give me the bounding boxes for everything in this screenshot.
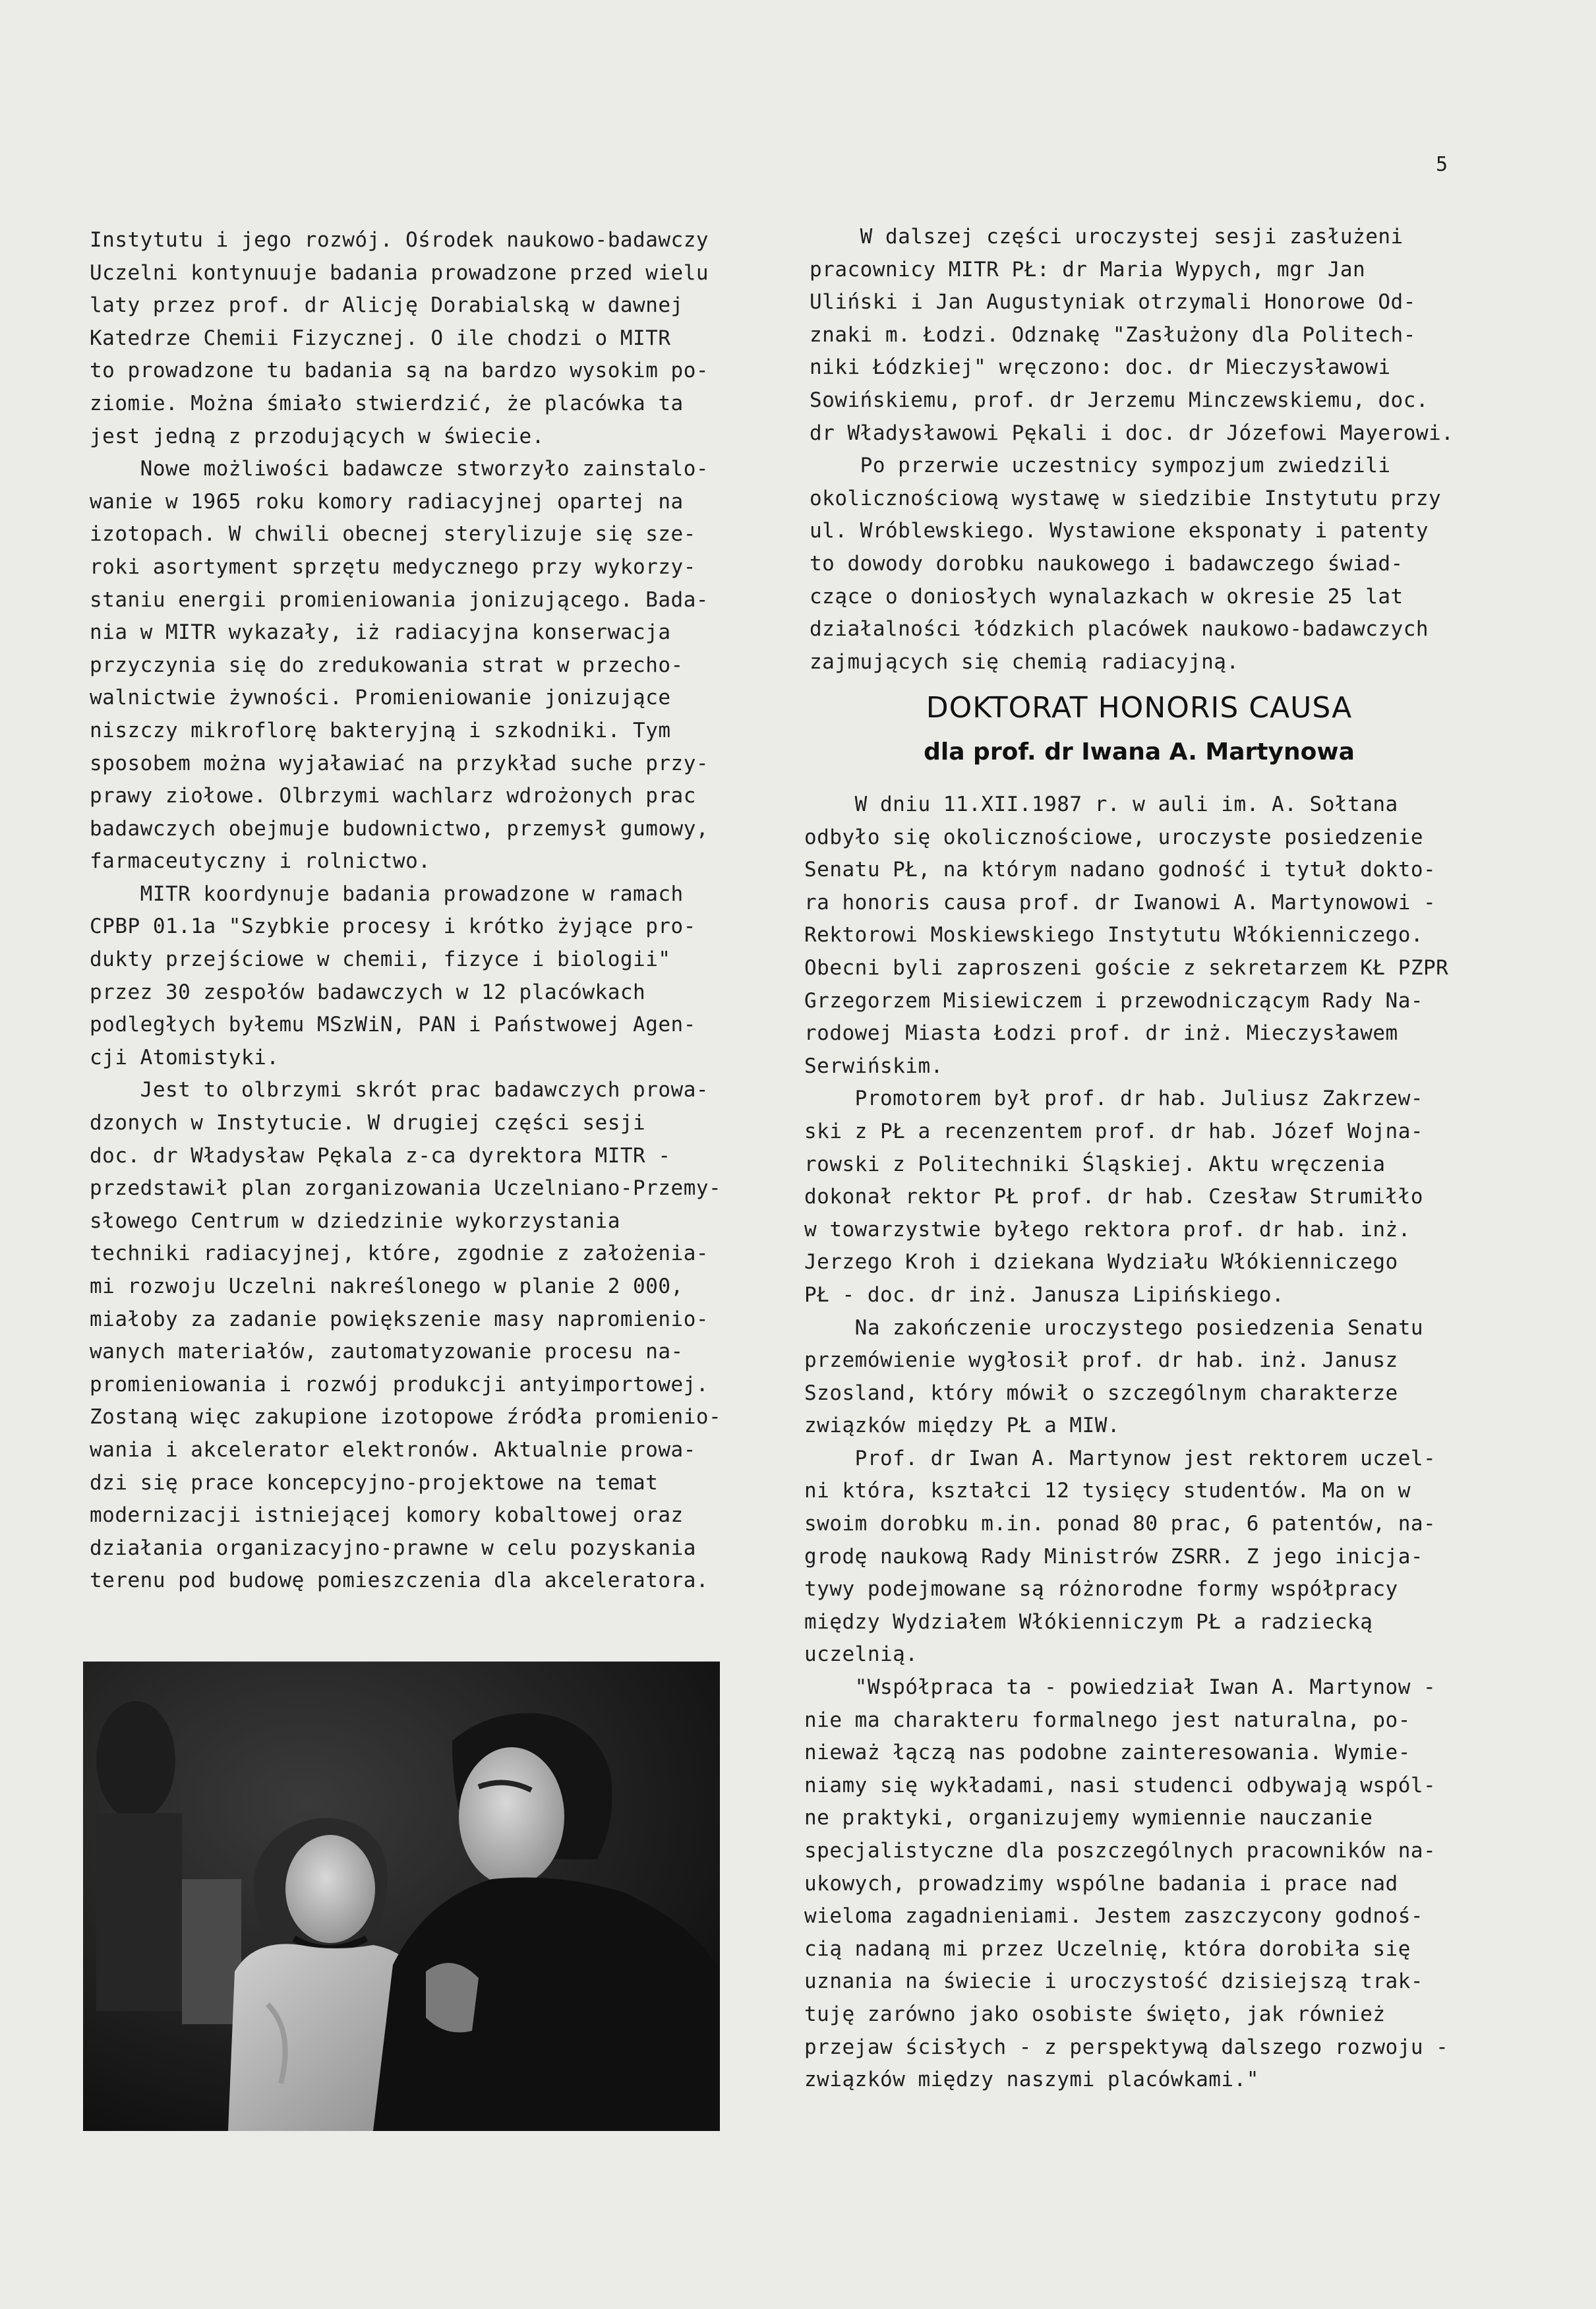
text-line: Sowińskiemu, prof. dr Jerzemu Minczewskiemu, doc. [810, 388, 1429, 412]
text-line: terenu pod budowę pomieszczenia dla akceleratora. [90, 1569, 709, 1593]
text-line: rowski z Politechniki Śląskiej. Aktu wręczenia [804, 1152, 1386, 1176]
text-line: roki asortyment sprzętu medycznego przy wykorzy- [90, 555, 696, 579]
text-line: Promotorem był prof. dr hab. Juliusz Zakrzew- [804, 1087, 1424, 1111]
section-heading: DOKTORAT HONORIS CAUSA [926, 691, 1353, 725]
text-line: ne praktyki, organizujemy wymiennie nauczanie [804, 1806, 1373, 1830]
text-line: prawy ziołowe. Olbrzymi wachlarz wdrożonych prac [90, 784, 696, 808]
text-line: uczelnią. [804, 1642, 918, 1667]
text-line: ziomie. Można śmiało stwierdzić, że placówka ta [90, 391, 684, 415]
text-line: ra honoris causa prof. dr Iwanowi A. Martynowowi - [804, 890, 1436, 915]
text-line: wanie w 1965 roku komory radiacyjnej opartej na [90, 489, 684, 514]
text-line: Szosland, który mówił o szczególnym charakterze [804, 1381, 1398, 1405]
text-line: znaki m. Łodzi. Odznakę "Zasłużony dla Politech- [810, 322, 1416, 347]
text-line: słowego Centrum w dziedzinie wykorzystania [90, 1209, 620, 1233]
text-line: sposobem można wyjaławiać na przykład suche przy- [90, 751, 709, 775]
text-line: ukowych, prowadzimy wspólne badania i prace nad [804, 1871, 1398, 1896]
text-line: modernizacji istniejącej komory kobaltowej oraz [90, 1503, 684, 1528]
left-column-text [90, 224, 736, 1598]
text-line: okolicznościową wystawę w siedzibie Instytutu przy [810, 486, 1442, 510]
text-line: jest jedną z przodujących w świecie. [90, 424, 545, 448]
text-line: Uczelni kontynuuje badania prowadzone przed wielu [90, 260, 709, 285]
text-line: Na zakończenie uroczystego posiedzenia Senatu [804, 1315, 1424, 1340]
text-line: ul. Wróblewskiego. Wystawione eksponaty i patenty [810, 519, 1429, 543]
text-line: czące o doniosłych wynalazkach w okresie 25 lat [810, 584, 1404, 609]
text-line: w towarzystwie byłego rektora prof. dr hab. inż. [804, 1217, 1411, 1242]
text-line: uznania na świecie i uroczystość dzisiejszą trak- [804, 1969, 1424, 1994]
text-line: Obecni byli zaproszeni goście z sekretarzem KŁ PZPR [804, 955, 1449, 980]
text-line: promieniowania i rozwój produkcji antyimportowej. [90, 1372, 709, 1396]
text-line: między Wydziałem Włókienniczym PŁ a radziecką [804, 1609, 1373, 1634]
text-line: swoim dorobku m.in. ponad 80 prac, 6 patentów, na- [804, 1512, 1436, 1536]
text-line: cią nadaną mi przez Uczelnię, która dorobiła się [804, 1936, 1411, 1961]
text-line: staniu energii promieniowania jonizującego. Bada- [90, 587, 709, 612]
text-line: Instytutu i jego rozwój. Ośrodek naukowo-badawczy [90, 228, 709, 252]
text-line: ni która, kształci 12 tysięcy studentów. Ma on w [804, 1479, 1411, 1503]
text-line: Jerzego Kroh i dziekana Wydziału Włókienniczego [804, 1250, 1398, 1274]
section-subheading: dla prof. dr Iwana A. Martynowa [924, 738, 1355, 765]
text-line: wania i akcelerator elektronów. Aktualnie prowa- [90, 1437, 696, 1462]
text-line: to dowody dorobku naukowego i badawczego świad- [810, 551, 1404, 576]
text-line: niki Łódzkiej" wręczono: doc. dr Mieczysławowi [810, 355, 1391, 380]
text-line: Rektorowi Moskiewskiego Instytutu Włókienniczego. [804, 923, 1424, 947]
text-line: "Współpraca ta - powiedział Iwan A. Martynow - [804, 1675, 1436, 1700]
text-line: wieloma zagadnieniami. Jestem zaszczycony godnoś- [804, 1904, 1424, 1929]
text-line: nieważ łączą nas podobne zainteresowania. Wymie- [804, 1741, 1411, 1765]
text-line: Katedrze Chemii Fizycznej. O ile chodzi o MITR [90, 326, 671, 350]
text-line: wanych materiałów, zautomatyzowanie procesu na- [90, 1340, 684, 1364]
text-line: odbyło się okolicznościowe, uroczyste posiedzenie [804, 825, 1424, 849]
text-line: CPBP 01.1a "Szybkie procesy i krótko żyjące pro- [90, 915, 696, 939]
text-line: przedstawił plan zorganizowania Uczelniano-Przemy- [90, 1176, 722, 1201]
text-line: walnictwie żywności. Promieniowanie jonizujące [90, 686, 671, 710]
right-column-bottom-text [804, 789, 1470, 2097]
text-line: niszczy mikroflorę bakteryjną i szkodniki. Tym [90, 718, 671, 742]
right-column-top-text [810, 221, 1469, 678]
text-line: zajmujących się chemią radiacyjną. [810, 649, 1239, 674]
page-number: 5 [1436, 153, 1448, 176]
text-line: dzi się prace koncepcyjno-projektowe na temat [90, 1470, 659, 1495]
text-line: Nowe możliwości badawcze stworzyło zainstalo- [90, 457, 709, 481]
text-line: doc. dr Władysław Pękala z-ca dyrektora MITR - [90, 1143, 671, 1168]
text-line: przyczynia się do zredukowania strat w przecho- [90, 653, 684, 677]
text-line: dukty przejściowe w chemii, fizyce i biologii" [90, 947, 671, 972]
text-line: Po przerwie uczestnicy sympozjum zwiedzili [810, 454, 1391, 478]
text-line: farmaceutyczny i rolnictwo. [90, 849, 431, 874]
text-line: Grzegorzem Misiewiczem i przewodniczącym Rady Na- [804, 988, 1424, 1013]
text-line: przez 30 zespołów badawczych w 12 placówkach [90, 980, 646, 1004]
text-line: Serwińskim. [804, 1054, 943, 1078]
text-line: Uliński i Jan Augustyniak otrzymali Honorowe Od- [810, 290, 1416, 315]
text-line: Senatu PŁ, na którym nadano godność i tytuł dokto- [804, 858, 1436, 882]
text-line: nie ma charakteru formalnego jest naturalna, po- [804, 1708, 1411, 1732]
text-line: przemówienie wygłosił prof. dr hab. inż. Janusz [804, 1348, 1398, 1373]
text-line: tuję zarówno jako osobiste święto, jak również [804, 2002, 1386, 2026]
text-line: Prof. dr Iwan A. Martynow jest rektorem uczel- [804, 1446, 1436, 1470]
text-line: ski z PŁ a recenzentem prof. dr hab. Józef Wojna- [804, 1119, 1424, 1143]
text-line: dzonych w Instytucie. W drugiej części sesji [90, 1111, 646, 1135]
text-line: podległych byłemu MSzWiN, PAN i Państwowej Agen- [90, 1013, 696, 1037]
text-line: laty przez prof. dr Alicję Dorabialską w dawnej [90, 293, 684, 318]
text-line: dr Władysławowi Pękali i doc. dr Józefowi Mayerowi. [810, 421, 1454, 445]
text-line: niamy się wykładami, nasi studenci odbywają wspól- [804, 1773, 1436, 1797]
text-line: izotopach. W chwili obecnej sterylizuje się sze- [90, 522, 696, 547]
text-line: pracownicy MITR PŁ: dr Maria Wypych, mgr Jan [810, 257, 1366, 282]
text-line: dokonał rektor PŁ prof. dr hab. Czesław Strumiłło [804, 1185, 1424, 1209]
text-line: MITR koordynuje badania prowadzone w ramach [90, 882, 684, 906]
text-line: Jest to olbrzymi skrót prac badawczych prowa- [90, 1078, 709, 1102]
text-line: działania organizacyjno-prawne w celu pozyskania [90, 1536, 696, 1560]
text-line: Zostaną więc zakupione izotopowe źródła promienio- [90, 1405, 722, 1429]
text-line: tywy podejmowane są różnorodne formy współpracy [804, 1577, 1398, 1602]
text-line: grodę naukową Rady Ministrów ZSRR. Z jego inicja- [804, 1544, 1424, 1569]
text-line: rodowej Miasta Łodzi prof. dr inż. Mieczysławem [804, 1021, 1398, 1046]
text-line: badawczych obejmuje budownictwo, przemysł gumowy, [90, 816, 709, 841]
text-line: PŁ - doc. dr inż. Janusza Lipińskiego. [804, 1282, 1285, 1307]
text-line: mi rozwoju Uczelni nakreślonego w planie 2 000, [90, 1274, 684, 1298]
ceremony-photo [83, 1662, 720, 2131]
text-line: cji Atomistyki. [90, 1045, 280, 1069]
text-line: to prowadzone tu badania są na bardzo wysokim po- [90, 359, 709, 383]
text-line: działalności łódzkich placówek naukowo-badawczych [810, 617, 1429, 642]
text-line: związków między PŁ a MIW. [804, 1414, 1121, 1438]
text-line: techniki radiacyjnej, które, zgodnie z założenia- [90, 1242, 709, 1266]
text-line: przejaw ścisłych - z perspektywą dalszego rozwoju - [804, 2035, 1449, 2059]
text-line: nia w MITR wykazały, iż radiacyjna konserwacja [90, 620, 671, 645]
text-line: W dalszej części uroczystej sesji zasłużeni [810, 225, 1404, 249]
text-line: specjalistyczne dla poszczególnych pracowników na- [804, 1839, 1436, 1863]
text-line: związków między naszymi placówkami." [804, 2068, 1259, 2092]
text-line: miałoby za zadanie powiększenie masy napromienio- [90, 1307, 709, 1331]
text-line: W dniu 11.XII.1987 r. w auli im. A. Sołtana [804, 793, 1398, 816]
